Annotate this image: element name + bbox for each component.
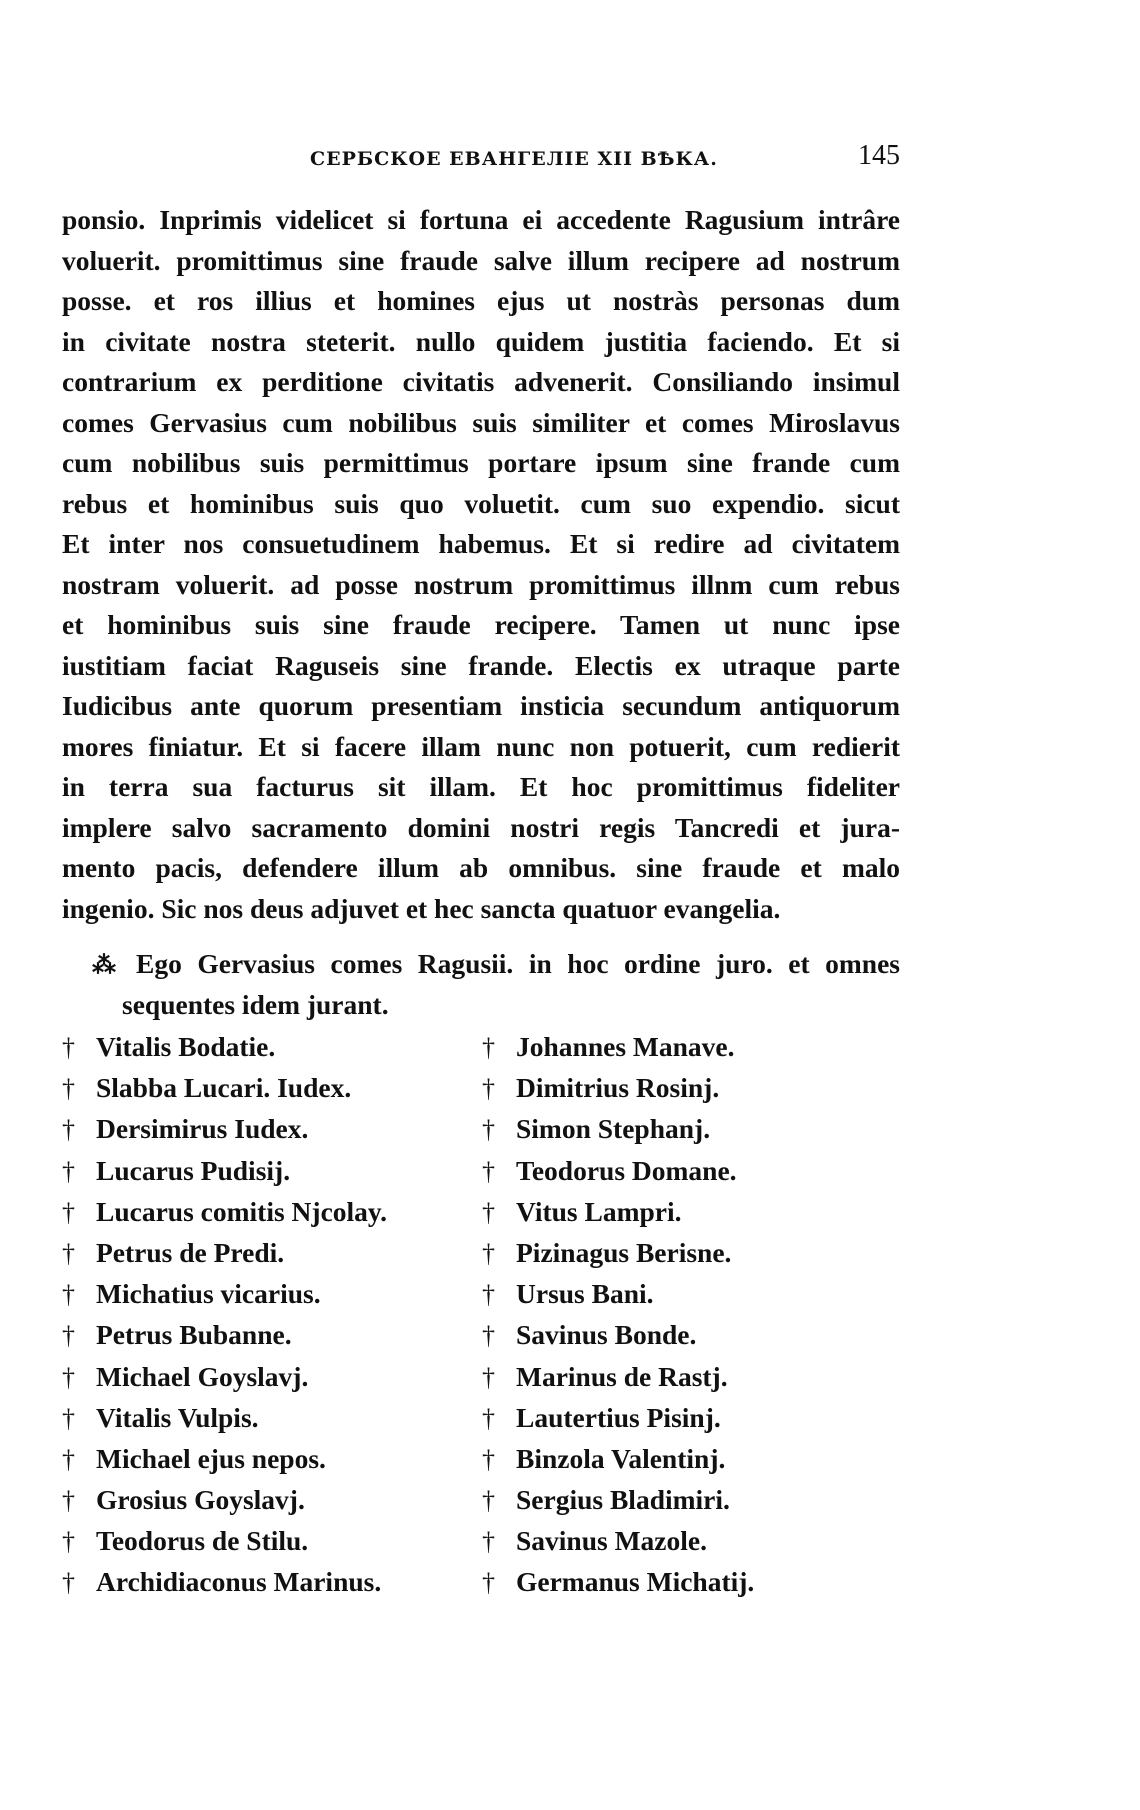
signatory — [482, 1150, 754, 1191]
signatory — [62, 1191, 387, 1232]
cross-icon: † — [62, 1362, 75, 1392]
signatory-name: Simon Stephanj. — [516, 1113, 711, 1145]
text-line: in terra sua facturus sit illam. Et hoc promittimus fideliter — [62, 771, 900, 802]
cross-icon: † — [62, 1156, 75, 1186]
body-text — [62, 200, 900, 929]
signatory-name: Vitalis Bodatie. — [96, 1031, 276, 1062]
signatory — [482, 1026, 754, 1067]
signatory-name: Johannes Manave. — [516, 1031, 735, 1062]
signatory — [482, 1191, 754, 1232]
oath-text: Ego Gervasius comes Ragusii. in hoc ordine juro. et omnes — [136, 948, 900, 979]
text-line: mores finiatur. Et si facere illam nunc non potuerit, cum redierit — [62, 730, 900, 762]
signatory — [62, 1026, 387, 1067]
text-line: Iudicibus ante quorum presentiam insticia secundum antiquorum — [62, 690, 900, 721]
signatory-name: Savinus Bonde. — [516, 1319, 697, 1351]
signatory-name: Lucarus Pudisij. — [96, 1154, 291, 1186]
cross-icon: † — [482, 1238, 495, 1268]
cross-icon: † — [62, 1527, 75, 1557]
signatory-name: Michael Goyslavj. — [96, 1360, 309, 1392]
text-line: posse. et ros illius et homines ejus ut nostràs personas dum — [62, 285, 900, 316]
signatory — [482, 1067, 754, 1108]
signatory — [482, 1232, 754, 1273]
signatory-name: Binzola Valentinj. — [516, 1442, 726, 1474]
cross-icon: † — [62, 1033, 75, 1062]
signatory-name: Michatius vicarius. — [96, 1278, 321, 1310]
text-line: mento pacis, defendere illum ab omnibus. sine fraude et malo — [62, 852, 900, 883]
running-head — [62, 140, 900, 180]
cross-icon: † — [482, 1444, 495, 1474]
signatory-name: Sergius Bladimiri. — [516, 1484, 730, 1516]
text-line: Et inter nos consuetudinem habemus. Et si redire ad civitatem — [62, 528, 900, 559]
text-line: nostram voluerit. ad posse nostrum promittimus illnm cum rebus — [62, 568, 900, 600]
cross-icon: † — [482, 1321, 495, 1351]
signatory — [62, 1314, 387, 1355]
signatory-name: Archidiaconus Marinus. — [96, 1566, 382, 1598]
signatory — [62, 1067, 387, 1108]
signatories-left-column — [62, 1026, 387, 1603]
cross-icon: † — [482, 1403, 495, 1433]
signatory — [62, 1438, 387, 1479]
signatory — [482, 1273, 754, 1314]
signatory — [62, 1479, 387, 1520]
cross-icon: † — [62, 1197, 75, 1227]
cross-icon: † — [62, 1238, 75, 1268]
text-line: et hominibus suis sine fraude recipere. Tamen ut nunc ipse — [62, 609, 900, 640]
signatory-name: Dersimirus Iudex. — [96, 1113, 309, 1145]
text-line: rebus et hominibus suis quo voluetit. cum suo expendio. sicut — [62, 487, 900, 519]
cross-icon: † — [62, 1403, 75, 1433]
signatory — [62, 1397, 387, 1438]
text-line: ponsio. Inprimis videlicet si fortuna ei accedente Ragusium intrâre — [62, 204, 900, 235]
signatory — [482, 1356, 754, 1397]
cross-icon: † — [482, 1156, 495, 1186]
cross-icon: † — [62, 1568, 75, 1598]
signatory — [62, 1561, 387, 1602]
running-title: СЕРБСКОЕ ЕВАНГЕЛІЕ XII ВѢКА. — [310, 148, 718, 170]
text-line: contrarium ex perditione civitatis advenerit. Consiliando insimul — [62, 366, 900, 397]
text-line: in civitate nostra steterit. nullo quidem justitia faciendo. Et si — [62, 325, 900, 357]
text-line: voluerit. promittimus sine fraude salve illum recipere ad nostrum — [62, 244, 900, 276]
cross-icon: † — [482, 1486, 495, 1516]
signatory — [482, 1108, 754, 1149]
signatories-right-column — [482, 1026, 754, 1603]
oath-paragraph — [62, 944, 900, 1025]
cross-icon: † — [482, 1074, 495, 1104]
signatory-name: Ursus Bani. — [516, 1278, 654, 1310]
text-line: comes Gervasius cum nobilibus suis similiter et comes Miroslavus — [62, 406, 900, 438]
cross-icon: † — [62, 1486, 75, 1516]
signatory — [62, 1356, 387, 1397]
cross-icon: † — [62, 1444, 75, 1474]
text-line: ingenio. Sic nos deus adjuvet et hec sancta quatuor evangelia. — [62, 892, 781, 924]
signatory-name: Teodorus Domane. — [516, 1154, 737, 1186]
signatory-name: Teodorus de Stilu. — [96, 1525, 309, 1557]
signatory-name: Germanus Michatij. — [516, 1566, 755, 1598]
signatory-name: Lucarus comitis Njcolay. — [96, 1195, 388, 1227]
signatory — [482, 1397, 754, 1438]
signatory — [482, 1314, 754, 1355]
signatory-name: Savinus Mazole. — [516, 1525, 707, 1557]
text-line: implere salvo sacramento domini nostri regis Tancredi et jura- — [62, 811, 900, 843]
cross-icon: † — [482, 1362, 495, 1392]
signatory — [62, 1273, 387, 1314]
page-number: 145 — [858, 140, 900, 171]
signatory-name: Michael ejus nepos. — [96, 1442, 326, 1474]
cross-icon: † — [482, 1280, 495, 1310]
signatory-name: Lautertius Pisinj. — [516, 1401, 721, 1433]
cross-icon: † — [482, 1197, 495, 1227]
cross-icon: † — [62, 1321, 75, 1351]
signatory — [482, 1561, 754, 1602]
oath-line: sequentes idem jurant. — [122, 988, 389, 1020]
signatory-name: Slabba Lucari. Iudex. — [96, 1072, 352, 1104]
text-line: cum nobilibus suis permittimus portare ipsum sine frande cum — [62, 447, 900, 478]
cross-icon: † — [482, 1033, 495, 1062]
cross-icon: † — [62, 1280, 75, 1310]
cross-icon: † — [62, 1074, 75, 1104]
signatory-name: Petrus de Predi. — [96, 1236, 285, 1268]
signatory — [482, 1438, 754, 1479]
signatory-name: Vitalis Vulpis. — [96, 1401, 259, 1433]
signatory-name: Marinus de Rastj. — [516, 1360, 728, 1392]
oath-line — [62, 944, 900, 985]
signatory-name: Pizinagus Berisne. — [516, 1236, 732, 1268]
signatory — [62, 1232, 387, 1273]
signatory — [482, 1479, 754, 1520]
signatory — [62, 1150, 387, 1191]
signatory-name: Petrus Bubanne. — [96, 1319, 292, 1351]
signatory-name: Vitus Lampri. — [516, 1195, 682, 1227]
cross-icon: † — [482, 1115, 495, 1145]
signatory-name: Dimitrius Rosinj. — [516, 1072, 720, 1104]
signatory — [62, 1108, 387, 1149]
text-line: iustitiam faciat Raguseis sine frande. Electis ex utraque parte — [62, 649, 900, 681]
asterism-icon: ⁂ — [92, 953, 116, 979]
cross-icon: † — [62, 1115, 75, 1145]
signatory — [62, 1520, 387, 1561]
cross-icon: † — [482, 1527, 495, 1557]
signatory — [482, 1520, 754, 1561]
signatory-name: Grosius Goyslavj. — [96, 1484, 305, 1516]
cross-icon: † — [482, 1568, 495, 1598]
